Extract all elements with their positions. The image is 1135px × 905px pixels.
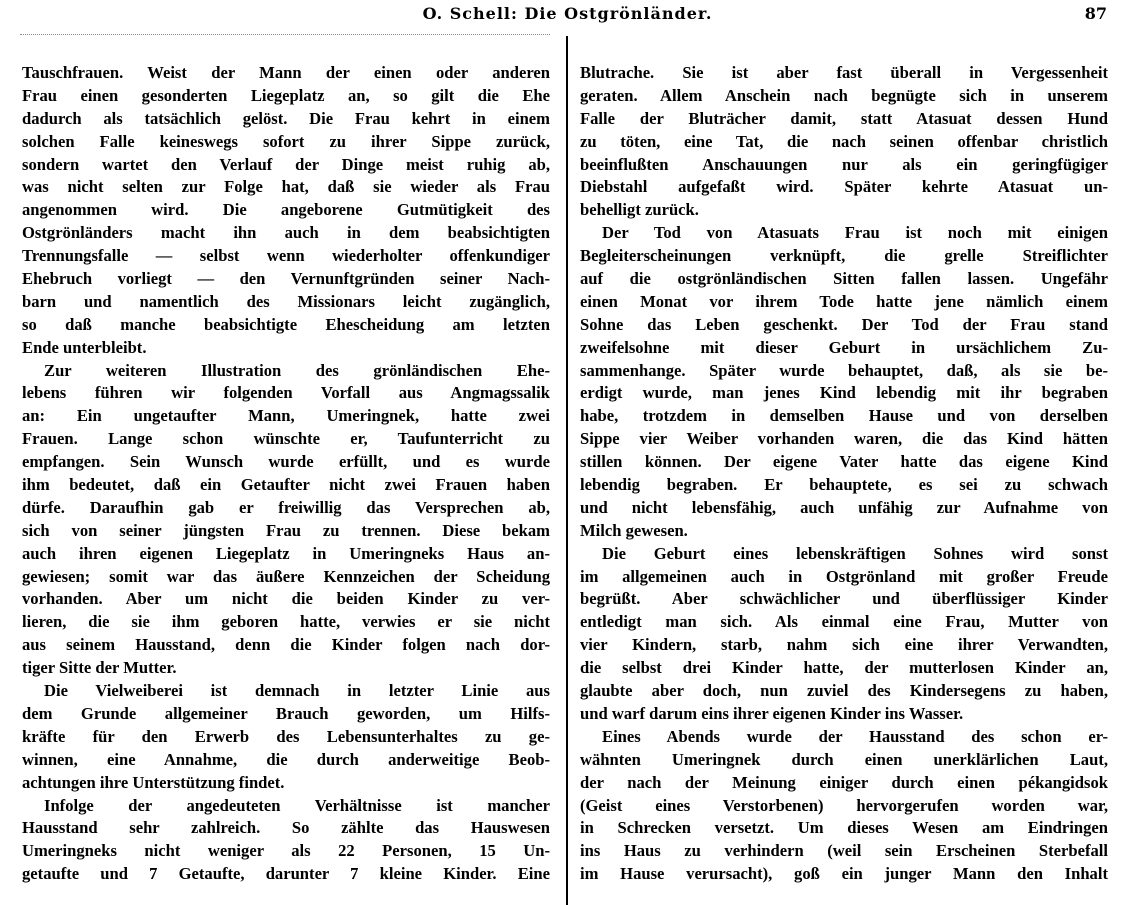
- text-line: Sohne das Leben geschenkt. Der Tod der Frau stand: [580, 314, 1108, 334]
- text-line: begrüßt. Aber schwächlicher und überflüssiger Kinder: [580, 589, 1108, 609]
- right-column: [580, 62, 1108, 905]
- text-line: lieren, die sie ihm geboren hatte, verwies er sie nicht: [22, 612, 550, 632]
- text-line: entledigt man sich. Als einmal eine Frau, Mutter von: [580, 612, 1108, 632]
- text-line: im allgemeinen auch in Ostgrönland mit großer Freude: [580, 566, 1108, 586]
- text-line: zu töten, eine Tat, die nach seinen offenbar christlich: [580, 131, 1108, 151]
- text-line: sammenhange. Später wurde behauptet, daß, als sie be-: [580, 360, 1108, 380]
- text-line: gewiesen; somit war das äußere Kennzeichen der Scheidung: [22, 566, 550, 586]
- text-line: glaubte aber doch, nun zuviel des Kindersegens zu haben,: [580, 681, 1108, 701]
- text-line: Diebstahl aufgefaßt wird. Später kehrte Atasuat un-: [580, 177, 1108, 197]
- text-line: was nicht selten zur Folge hat, daß sie wieder als Frau: [22, 177, 550, 197]
- text-line: stillen können. Der eigene Vater hatte das eigene Kind: [580, 452, 1108, 472]
- text-line: getaufte und 7 Getaufte, darunter 7 kleine Kinder. Eine: [22, 864, 550, 884]
- text-line: Die Vielweiberei ist demnach in letzter Linie aus: [44, 681, 550, 701]
- text-line: Der Tod von Atasuats Frau ist noch mit einigen: [602, 223, 1108, 243]
- text-line: dadurch als tatsächlich gelöst. Die Frau kehrt in einem: [22, 108, 550, 128]
- text-line: zweifelsohne mit dieser Geburt in ursächlichem Zu-: [580, 337, 1108, 357]
- text-line: geraten. Allem Anschein nach begnügte sich in unserem: [580, 85, 1108, 105]
- text-line: vorhanden. Aber um nicht die beiden Kinder zu ver-: [22, 589, 550, 609]
- text-line: habe, trotzdem in demselben Hause und von derselben: [580, 406, 1108, 426]
- text-line: angenommen wird. Die angeborene Gutmütigkeit des: [22, 200, 550, 220]
- running-head: [0, 4, 1135, 28]
- text-line: solchen Falle keineswegs sofort zu ihrer Sippe zurück,: [22, 131, 550, 151]
- text-line: Frauen. Lange schon wünschte er, Taufunterricht zu: [22, 429, 550, 449]
- text-line: Die Geburt eines lebenskräftigen Sohnes wird sonst: [602, 543, 1108, 563]
- text-line: beeinflußten Anschauungen nur als ein geringfügiger: [580, 154, 1108, 174]
- page-title: O. Schell: Die Ostgrönländer.: [422, 4, 713, 23]
- header-dotted-rule: [20, 34, 550, 35]
- text-line: Sippe vier Weiber vorhanden waren, die das Kind hätten: [580, 429, 1108, 449]
- text-line: tiger Sitte der Mutter.: [22, 658, 177, 678]
- text-line: sondern wartet den Verlauf der Dinge meist ruhig ab,: [22, 154, 550, 174]
- text-line: Blutrache. Sie ist aber fast überall in Vergessenheit: [580, 63, 1108, 82]
- text-line: auch ihren eigenen Liegeplatz in Umeringneks Haus an-: [22, 543, 550, 563]
- text-line: Zur weiteren Illustration des grönländischen Ehe-: [44, 360, 550, 380]
- text-line: aus seinem Hausstand, denn die Kinder folgen nach dor-: [22, 635, 550, 655]
- column-divider: [566, 36, 568, 905]
- text-line: vier Kindern, starb, nahm sich eine ihrer Verwandten,: [580, 635, 1108, 655]
- text-line: Begleiterscheinungen verknüpft, die grelle Streiflichter: [580, 246, 1108, 266]
- text-line: achtungen ihre Unterstützung findet.: [22, 772, 285, 792]
- page-number: 87: [1084, 4, 1107, 23]
- text-line: lebendig begraben. Er behauptete, es sei zu schwach: [580, 475, 1108, 495]
- text-line: sich von seiner jüngsten Frau zu trennen. Diese bekam: [22, 520, 550, 540]
- text-line: Frau einen gesonderten Liegeplatz an, so gilt die Ehe: [22, 85, 550, 105]
- text-line: barn und namentlich des Missionars leicht zugänglich,: [22, 291, 550, 311]
- text-line: Ostgrönländers macht ihn auch in dem beabsichtigten: [22, 223, 550, 243]
- text-line: Eines Abends wurde der Hausstand des schon er-: [602, 726, 1108, 746]
- text-line: der nach der Meinung einiger durch einen pékangidsok: [580, 772, 1108, 792]
- text-line: Milch gewesen.: [580, 520, 688, 540]
- text-line: wähnten Umeringnek durch einen unerklärlichen Laut,: [580, 749, 1108, 769]
- text-line: Infolge der angedeuteten Verhältnisse ist mancher: [44, 795, 550, 815]
- text-line: lebens führen wir folgenden Vorfall aus Angmagssalik: [22, 383, 550, 403]
- text-line: Hausstand sehr zahlreich. So zählte das Hauswesen: [22, 818, 550, 838]
- text-line: in Schrecken versetzt. Um dieses Wesen am Eindringen: [580, 818, 1108, 838]
- text-line: ins Haus zu verhindern (weil sein Erscheinen Sterbefall: [580, 841, 1108, 861]
- text-line: erdigt wurde, man jenes Kind lebendig mit ihr begraben: [580, 383, 1108, 403]
- text-line: dürfe. Daraufhin gab er freiwillig das Versprechen ab,: [22, 497, 550, 517]
- text-line: und warf darum eins ihrer eigenen Kinder ins Wasser.: [580, 703, 964, 723]
- text-line: Umeringneks nicht weniger als 22 Personen, 15 Un-: [22, 841, 550, 861]
- text-line: einen Monat vor ihrem Tode hatte jene nämlich einem: [580, 291, 1108, 311]
- text-line: an: Ein ungetaufter Mann, Umeringnek, hatte zwei: [22, 406, 550, 426]
- text-line: (Geist eines Verstorbenen) hervorgerufen worden war,: [580, 795, 1108, 815]
- text-line: dem Grunde allgemeiner Brauch geworden, um Hilfs-: [22, 703, 550, 723]
- left-column: [22, 62, 550, 905]
- text-line: im Hause verursacht), goß ein junger Mann den Inhalt: [580, 864, 1108, 884]
- text-line: Ehebruch vorliegt — den Vernunftgründen seiner Nach-: [22, 269, 550, 289]
- text-line: empfangen. Sein Wunsch wurde erfüllt, und es wurde: [22, 452, 550, 472]
- text-line: behelligt zurück.: [580, 200, 699, 220]
- text-line: winnen, eine Annahme, die durch anderweitige Beob-: [22, 749, 550, 769]
- text-line: und nicht lebensfähig, auch unfähig zur Aufnahme von: [580, 497, 1108, 517]
- text-line: kräfte für den Erwerb des Lebensunterhaltes zu ge-: [22, 726, 550, 746]
- text-line: Falle der Bluträcher damit, statt Atasuat dessen Hund: [580, 108, 1108, 128]
- text-line: auf die ostgrönländischen Sitten fallen lassen. Ungefähr: [580, 269, 1108, 289]
- text-line: Tauschfrauen. Weist der Mann der einen oder anderen: [22, 63, 550, 82]
- text-line: Ende unterbleibt.: [22, 337, 147, 357]
- text-line: so daß manche beabsichtigte Ehescheidung am letzten: [22, 314, 550, 334]
- text-line: die selbst drei Kinder hatte, der mutterlosen Kinder an,: [580, 658, 1108, 678]
- text-line: ihm bedeutet, daß ein Getaufter nicht zwei Frauen haben: [22, 475, 550, 495]
- text-line: Trennungsfalle — selbst wenn wiederholter offenkundiger: [22, 246, 550, 266]
